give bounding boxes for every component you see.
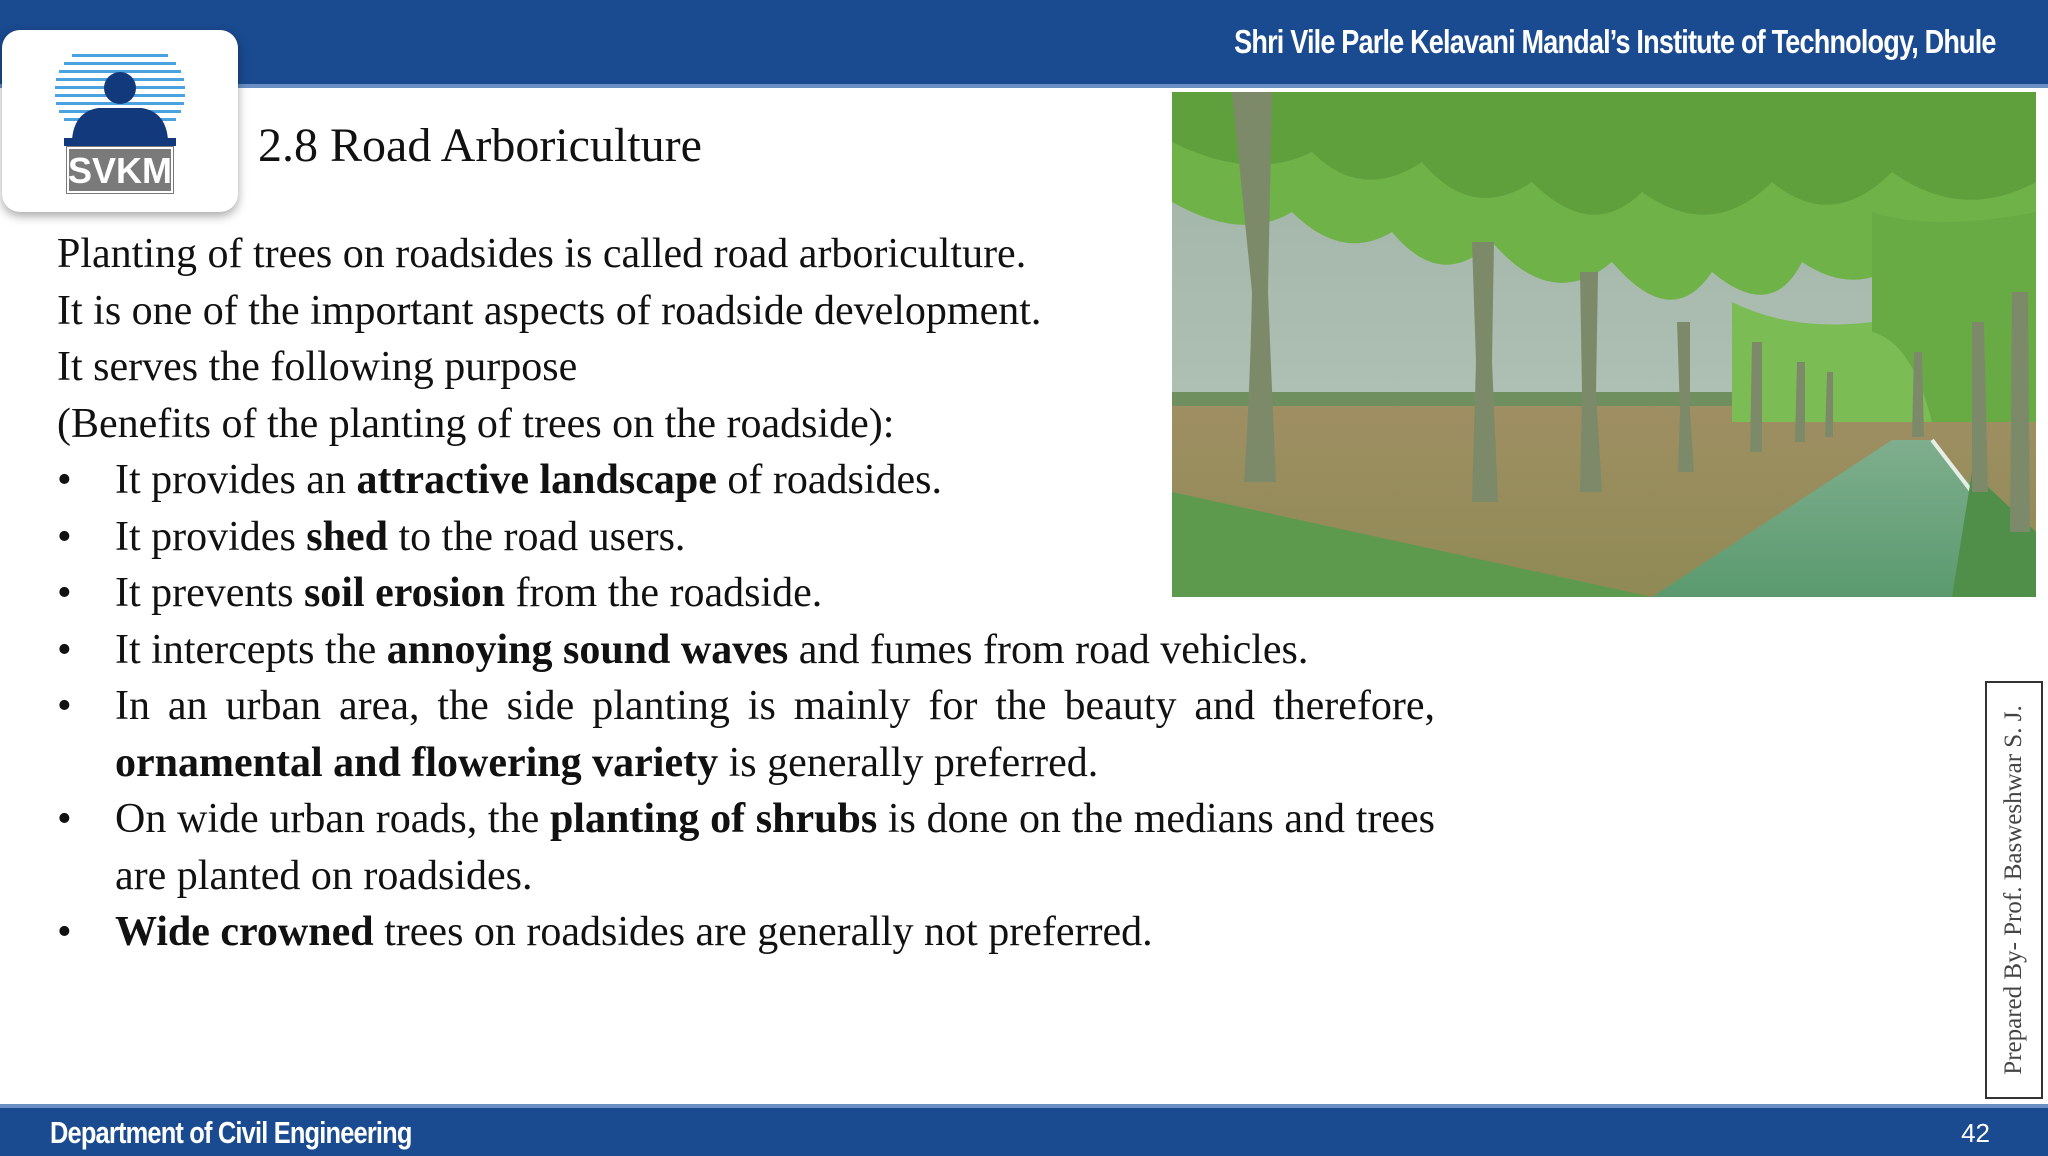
- bullet-icon: •: [57, 513, 72, 560]
- bullet-icon: •: [57, 683, 72, 729]
- prepared-by-text: Prepared By- Prof. Basweshwar S. J.: [2000, 705, 2027, 1075]
- slide-title: 2.8 Road Arboriculture: [258, 119, 702, 172]
- svkm-logo: [2, 30, 238, 212]
- intro-text: [57, 226, 1177, 452]
- benefits-list: [57, 452, 1435, 961]
- bullet-icon: •: [57, 570, 72, 616]
- logo-text: SVKM: [67, 150, 173, 191]
- bullet-icon: •: [57, 457, 72, 503]
- benefit-keyword: Wide crowned: [115, 909, 374, 955]
- bullet-icon: •: [57, 626, 72, 673]
- benefit-keyword: attractive landscape: [356, 457, 717, 503]
- intro-line: (Benefits of the planting of trees on the roadside):: [57, 400, 895, 447]
- benefit-keyword: soil erosion: [303, 570, 506, 616]
- svkm-reader-logo-icon: [54, 40, 186, 204]
- intro-line: It is one of the important aspects of roadside development.: [57, 287, 1042, 334]
- institute-name: Shri Vile Parle Kelavani Mandal’s Institute of Technology, Dhule: [1234, 23, 1996, 60]
- benefit-keyword: shed: [306, 513, 388, 560]
- bullet-icon: •: [57, 796, 72, 842]
- header-bar: [0, 0, 2048, 88]
- page-number: 42: [1961, 1118, 1990, 1148]
- benefit-item: • On wide urban roads, the planting of shrubs is done on the medians and trees are planted on roadsides.: [57, 791, 1435, 904]
- prepared-by-box: [1985, 681, 2043, 1099]
- benefit-item: • It provides shed to the road users.: [57, 509, 1125, 566]
- benefit-keyword: ornamental and flowering variety: [115, 739, 719, 786]
- intro-line: It serves the following purpose: [57, 344, 578, 390]
- benefit-keyword: planting of shrubs: [549, 796, 878, 842]
- bullet-icon: •: [57, 909, 72, 955]
- benefit-keyword: annoying sound waves: [386, 626, 789, 673]
- benefit-item: • It intercepts the annoying sound waves and fumes from road vehicles.: [57, 622, 1435, 679]
- benefit-item: • It prevents soil erosion from the roadside.: [57, 565, 1125, 622]
- benefit-item: • In an urban area, the side planting is mainly for the beauty and therefore, ornamental and flowering variety is generally preferred.: [57, 678, 1435, 791]
- benefit-item: • It provides an attractive landscape of roadsides.: [57, 452, 1125, 509]
- benefit-item: • Wide crowned trees on roadsides are generally not preferred.: [57, 904, 1435, 961]
- intro-line: Planting of trees on roadsides is called road arboriculture.: [57, 231, 1027, 277]
- footer-bar: [0, 1104, 2048, 1156]
- department-name: Department of Civil Engineering: [50, 1115, 412, 1150]
